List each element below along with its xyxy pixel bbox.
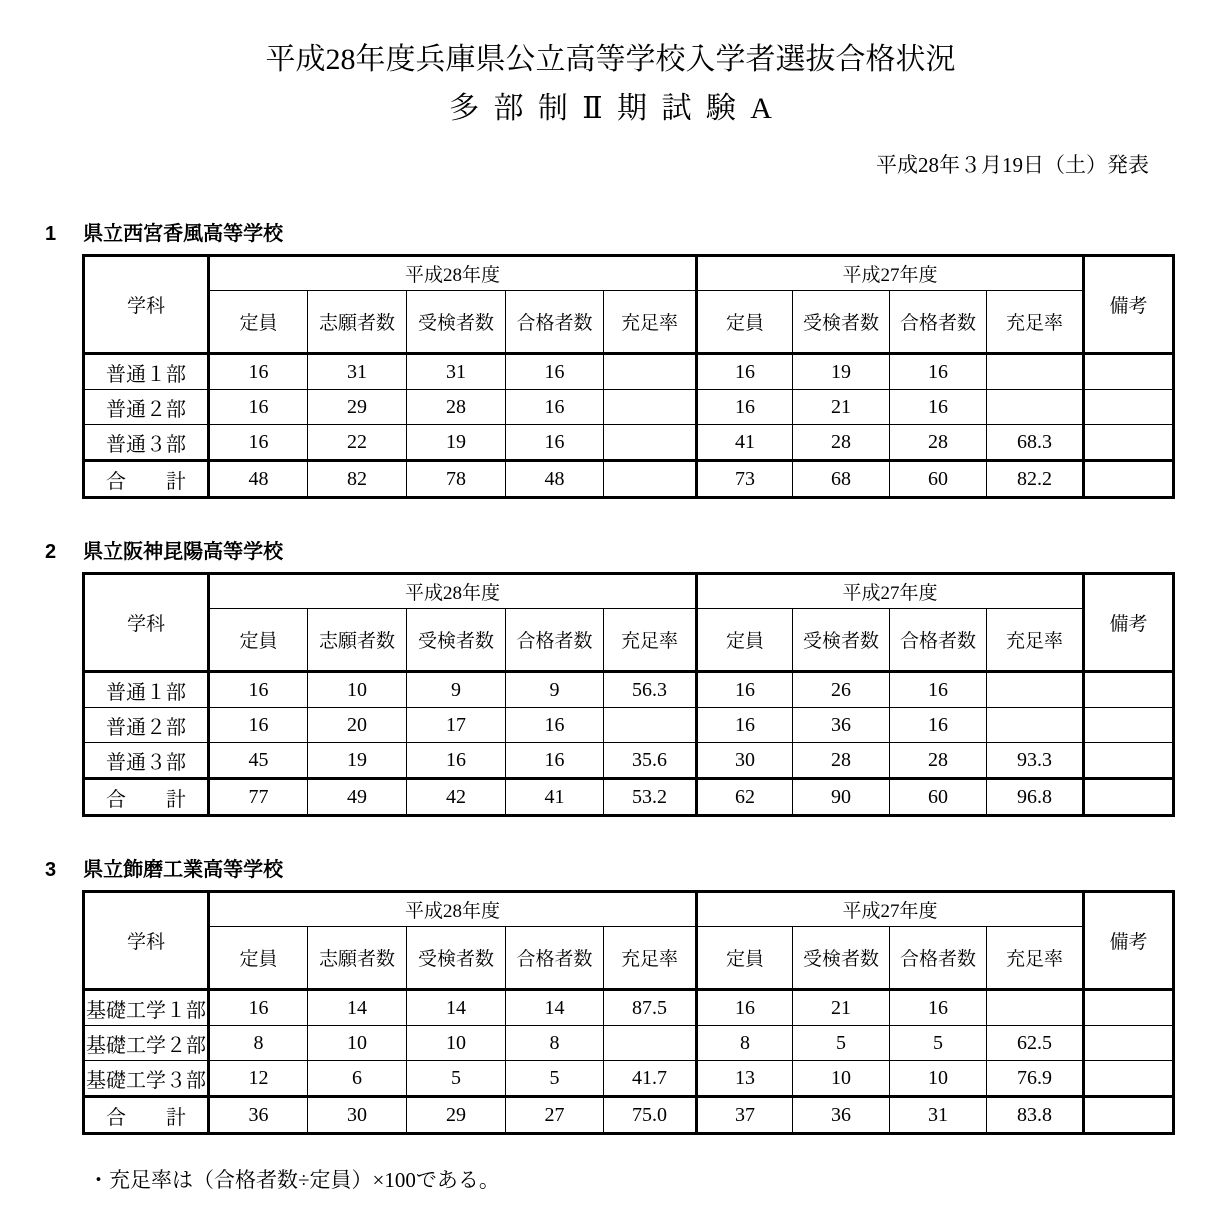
school-heading-1 xyxy=(45,221,1221,247)
row-label-cell: 普通３部 xyxy=(84,425,209,461)
value-cell: 35.6 xyxy=(604,743,697,779)
value-cell: 16 xyxy=(890,354,987,390)
col-header-subject: 学科 xyxy=(84,892,209,990)
col-header-capacity: 定員 xyxy=(209,609,308,672)
admission-results-table-3 xyxy=(82,890,1175,1135)
col-header-passers-prev: 合格者数 xyxy=(890,291,987,354)
row-label-cell: 基礎工学２部 xyxy=(84,1026,209,1061)
row-label-cell: 合 計 xyxy=(84,1097,209,1134)
col-header-year-h27: 平成27年度 xyxy=(697,892,1084,927)
value-cell: 41 xyxy=(697,425,793,461)
value-cell: 28 xyxy=(407,390,506,425)
value-cell: 10 xyxy=(407,1026,506,1061)
value-cell: 16 xyxy=(697,354,793,390)
value-cell: 14 xyxy=(407,990,506,1026)
value-cell: 16 xyxy=(209,354,308,390)
value-cell: 60 xyxy=(890,461,987,498)
value-cell: 16 xyxy=(697,672,793,708)
value-cell: 60 xyxy=(890,779,987,816)
value-cell: 10 xyxy=(890,1061,987,1097)
value-cell: 75.0 xyxy=(604,1097,697,1134)
row-label-cell: 合 計 xyxy=(84,779,209,816)
value-cell: 16 xyxy=(407,743,506,779)
school-name: 県立西宮香風高等学校 xyxy=(83,223,284,246)
value-cell: 5 xyxy=(890,1026,987,1061)
value-cell: 19 xyxy=(308,743,407,779)
value-cell: 31 xyxy=(308,354,407,390)
value-cell: 5 xyxy=(506,1061,604,1097)
value-cell: 31 xyxy=(407,354,506,390)
remarks-cell xyxy=(1084,779,1174,816)
value-cell: 37 xyxy=(697,1097,793,1134)
footnote: ・充足率は（合格者数÷定員）×100である。 xyxy=(88,1168,500,1193)
header-row-years xyxy=(84,574,1174,609)
value-cell: 48 xyxy=(209,461,308,498)
value-cell: 29 xyxy=(407,1097,506,1134)
remarks-cell xyxy=(1084,672,1174,708)
value-cell: 53.2 xyxy=(604,779,697,816)
col-header-capacity-prev: 定員 xyxy=(697,291,793,354)
value-cell: 19 xyxy=(793,354,890,390)
data-row xyxy=(84,425,1174,461)
value-cell: 16 xyxy=(209,672,308,708)
col-header-capacity: 定員 xyxy=(209,291,308,354)
col-header-subject: 学科 xyxy=(84,256,209,354)
school-section-3 xyxy=(0,857,1221,1135)
school-name: 県立飾磨工業高等学校 xyxy=(83,859,284,882)
value-cell: 28 xyxy=(890,743,987,779)
value-cell: 17 xyxy=(407,708,506,743)
header-row-columns xyxy=(84,609,1174,672)
school-section-1 xyxy=(0,221,1221,499)
value-cell: 36 xyxy=(793,1097,890,1134)
row-label-cell: 基礎工学３部 xyxy=(84,1061,209,1097)
value-cell: 14 xyxy=(506,990,604,1026)
value-cell: 5 xyxy=(793,1026,890,1061)
value-cell: 41 xyxy=(506,779,604,816)
remarks-cell xyxy=(1084,390,1174,425)
data-row xyxy=(84,672,1174,708)
total-row xyxy=(84,461,1174,498)
row-label-cell: 普通１部 xyxy=(84,354,209,390)
value-cell: 16 xyxy=(890,708,987,743)
value-cell: 8 xyxy=(506,1026,604,1061)
school-heading-2 xyxy=(45,539,1221,565)
value-cell: 93.3 xyxy=(987,743,1084,779)
col-header-fill-rate: 充足率 xyxy=(604,927,697,990)
col-header-remarks: 備考 xyxy=(1084,892,1174,990)
school-number: 3 xyxy=(45,859,57,882)
value-cell: 29 xyxy=(308,390,407,425)
value-cell xyxy=(604,425,697,461)
value-cell xyxy=(604,708,697,743)
col-header-applicants: 志願者数 xyxy=(308,609,407,672)
value-cell: 16 xyxy=(209,708,308,743)
value-cell: 27 xyxy=(506,1097,604,1134)
col-header-passers: 合格者数 xyxy=(506,291,604,354)
value-cell: 10 xyxy=(308,672,407,708)
remarks-cell xyxy=(1084,990,1174,1026)
page-title: 平成28年度兵庫県公立高等学校入学者選抜合格状況 xyxy=(265,43,956,76)
col-header-examinees: 受検者数 xyxy=(407,291,506,354)
header-row-years xyxy=(84,256,1174,291)
col-header-applicants: 志願者数 xyxy=(308,927,407,990)
value-cell: 16 xyxy=(209,425,308,461)
col-header-capacity-prev: 定員 xyxy=(697,927,793,990)
school-number: 1 xyxy=(45,223,57,246)
row-label-cell: 普通１部 xyxy=(84,672,209,708)
col-header-applicants: 志願者数 xyxy=(308,291,407,354)
school-heading-3 xyxy=(45,857,1221,883)
col-header-examinees-prev: 受検者数 xyxy=(793,291,890,354)
value-cell: 82.2 xyxy=(987,461,1084,498)
col-header-fill-rate: 充足率 xyxy=(604,609,697,672)
value-cell: 28 xyxy=(890,425,987,461)
value-cell: 83.8 xyxy=(987,1097,1084,1134)
col-header-examinees: 受検者数 xyxy=(407,609,506,672)
school-section-2 xyxy=(0,539,1221,817)
value-cell: 16 xyxy=(890,390,987,425)
header-row-columns xyxy=(84,291,1174,354)
col-header-fill-rate-prev: 充足率 xyxy=(987,927,1084,990)
value-cell: 45 xyxy=(209,743,308,779)
value-cell xyxy=(987,390,1084,425)
value-cell: 30 xyxy=(697,743,793,779)
value-cell: 16 xyxy=(209,990,308,1026)
value-cell: 36 xyxy=(209,1097,308,1134)
col-header-examinees-prev: 受検者数 xyxy=(793,927,890,990)
value-cell xyxy=(987,990,1084,1026)
value-cell: 68 xyxy=(793,461,890,498)
remarks-cell xyxy=(1084,461,1174,498)
value-cell: 16 xyxy=(506,708,604,743)
data-row xyxy=(84,1026,1174,1061)
value-cell: 90 xyxy=(793,779,890,816)
data-row xyxy=(84,390,1174,425)
header-row-columns xyxy=(84,927,1174,990)
value-cell: 21 xyxy=(793,990,890,1026)
remarks-cell xyxy=(1084,354,1174,390)
value-cell: 16 xyxy=(209,390,308,425)
total-row xyxy=(84,1097,1174,1134)
value-cell xyxy=(987,354,1084,390)
col-header-year-h28: 平成28年度 xyxy=(209,892,697,927)
col-header-remarks: 備考 xyxy=(1084,574,1174,672)
row-label-cell: 普通２部 xyxy=(84,390,209,425)
value-cell: 16 xyxy=(697,990,793,1026)
value-cell: 9 xyxy=(506,672,604,708)
value-cell xyxy=(604,390,697,425)
value-cell xyxy=(987,672,1084,708)
value-cell: 10 xyxy=(308,1026,407,1061)
value-cell: 62 xyxy=(697,779,793,816)
col-header-passers-prev: 合格者数 xyxy=(890,927,987,990)
col-header-capacity-prev: 定員 xyxy=(697,609,793,672)
value-cell: 21 xyxy=(793,390,890,425)
row-label-cell: 普通２部 xyxy=(84,708,209,743)
data-row xyxy=(84,743,1174,779)
value-cell: 16 xyxy=(506,390,604,425)
col-header-fill-rate-prev: 充足率 xyxy=(987,291,1084,354)
value-cell: 10 xyxy=(793,1061,890,1097)
value-cell: 41.7 xyxy=(604,1061,697,1097)
value-cell: 73 xyxy=(697,461,793,498)
value-cell xyxy=(987,708,1084,743)
value-cell: 76.9 xyxy=(987,1061,1084,1097)
col-header-capacity: 定員 xyxy=(209,927,308,990)
value-cell: 62.5 xyxy=(987,1026,1084,1061)
value-cell: 12 xyxy=(209,1061,308,1097)
school-number: 2 xyxy=(45,541,57,564)
value-cell: 77 xyxy=(209,779,308,816)
admission-results-table-1 xyxy=(82,254,1175,499)
header-row-years xyxy=(84,892,1174,927)
value-cell: 28 xyxy=(793,425,890,461)
col-header-subject: 学科 xyxy=(84,574,209,672)
total-row xyxy=(84,779,1174,816)
value-cell: 5 xyxy=(407,1061,506,1097)
value-cell: 87.5 xyxy=(604,990,697,1026)
value-cell: 16 xyxy=(506,354,604,390)
value-cell: 8 xyxy=(209,1026,308,1061)
value-cell: 31 xyxy=(890,1097,987,1134)
row-label-cell: 普通３部 xyxy=(84,743,209,779)
value-cell: 49 xyxy=(308,779,407,816)
row-label-cell: 基礎工学１部 xyxy=(84,990,209,1026)
col-header-passers-prev: 合格者数 xyxy=(890,609,987,672)
row-label-cell: 合 計 xyxy=(84,461,209,498)
col-header-passers: 合格者数 xyxy=(506,927,604,990)
remarks-cell xyxy=(1084,1026,1174,1061)
value-cell: 42 xyxy=(407,779,506,816)
col-header-year-h27: 平成27年度 xyxy=(697,574,1084,609)
data-row xyxy=(84,354,1174,390)
value-cell: 9 xyxy=(407,672,506,708)
col-header-passers: 合格者数 xyxy=(506,609,604,672)
value-cell: 56.3 xyxy=(604,672,697,708)
value-cell: 14 xyxy=(308,990,407,1026)
col-header-examinees-prev: 受検者数 xyxy=(793,609,890,672)
value-cell: 68.3 xyxy=(987,425,1084,461)
value-cell: 20 xyxy=(308,708,407,743)
value-cell: 36 xyxy=(793,708,890,743)
col-header-fill-rate: 充足率 xyxy=(604,291,697,354)
value-cell: 16 xyxy=(890,990,987,1026)
value-cell xyxy=(604,461,697,498)
col-header-remarks: 備考 xyxy=(1084,256,1174,354)
col-header-fill-rate-prev: 充足率 xyxy=(987,609,1084,672)
data-row xyxy=(84,708,1174,743)
data-row xyxy=(84,990,1174,1026)
value-cell: 22 xyxy=(308,425,407,461)
school-name: 県立阪神昆陽高等学校 xyxy=(83,541,284,564)
value-cell: 16 xyxy=(506,743,604,779)
announcement-date: 平成28年３月19日（土）発表 xyxy=(876,153,1149,177)
page-subtitle: 多部制Ⅱ期試験A xyxy=(449,92,787,125)
col-header-year-h27: 平成27年度 xyxy=(697,256,1084,291)
data-row xyxy=(84,1061,1174,1097)
admission-results-table-2 xyxy=(82,572,1175,817)
col-header-year-h28: 平成28年度 xyxy=(209,574,697,609)
value-cell: 16 xyxy=(506,425,604,461)
remarks-cell xyxy=(1084,425,1174,461)
value-cell: 96.8 xyxy=(987,779,1084,816)
value-cell: 48 xyxy=(506,461,604,498)
remarks-cell xyxy=(1084,1097,1174,1134)
value-cell xyxy=(604,1026,697,1061)
col-header-examinees: 受検者数 xyxy=(407,927,506,990)
value-cell: 26 xyxy=(793,672,890,708)
value-cell: 16 xyxy=(697,390,793,425)
value-cell: 28 xyxy=(793,743,890,779)
col-header-year-h28: 平成28年度 xyxy=(209,256,697,291)
value-cell: 16 xyxy=(697,708,793,743)
remarks-cell xyxy=(1084,1061,1174,1097)
value-cell: 8 xyxy=(697,1026,793,1061)
value-cell: 16 xyxy=(890,672,987,708)
remarks-cell xyxy=(1084,743,1174,779)
value-cell: 6 xyxy=(308,1061,407,1097)
value-cell: 13 xyxy=(697,1061,793,1097)
value-cell xyxy=(604,354,697,390)
value-cell: 30 xyxy=(308,1097,407,1134)
value-cell: 19 xyxy=(407,425,506,461)
remarks-cell xyxy=(1084,708,1174,743)
value-cell: 78 xyxy=(407,461,506,498)
value-cell: 82 xyxy=(308,461,407,498)
